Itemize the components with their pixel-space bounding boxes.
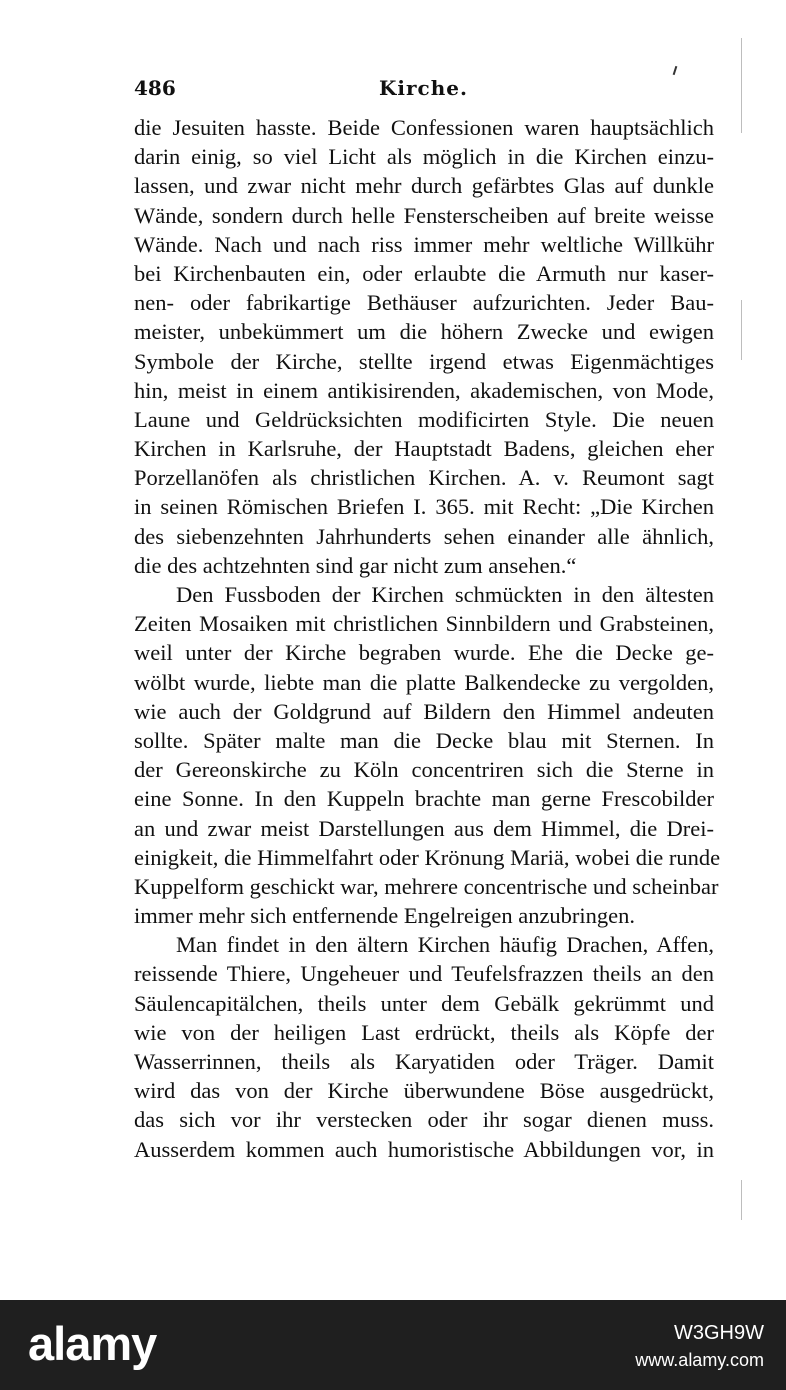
text-line: Porzellanöfen als christlichen Kirchen. A. v. Reumont sagt [134,465,714,491]
text-line: immer mehr sich entfernende Engelreigen anzubringen. [134,903,636,929]
text-line: Den Fussboden der Kirchen schmückten in den ältesten [176,582,714,607]
paragraph-2 [134,580,721,930]
header-title: Kirche. [379,76,468,100]
text-line: in seinen Römischen Briefen I. 365. mit Recht: „Die Kirchen [134,494,714,520]
scan-edge-line [741,38,742,133]
text-line: wie auch der Goldgrund auf Bildern den Himmel andeuten [134,698,714,724]
text-line: Man findet in den ältern Kirchen häufig Drachen, Affen, [176,932,714,958]
text-line: an und zwar meist Darstellungen aus dem Himmel, die Drei- [134,815,714,841]
scan-edge-line [741,1180,742,1220]
text-line: Wände. Nach und nach riss immer mehr weltliche Willkühr [134,231,714,257]
text-line: die Jesuiten hasste. Beide Confessionen waren hauptsächlich [134,115,714,140]
text-line: nen- oder fabrikartige Bethäuser aufzurichten. Jeder Bau- [134,290,714,316]
text-line: Wasserrinnen, theils als Karyatiden oder Träger. Damit [134,1049,714,1074]
page-number: 486 [134,76,176,100]
text-line: Ausserdem kommen auch humoristische Abbildungen vor, in [134,1136,714,1162]
text-line: weil unter der Kirche begraben wurde. Ehe die Decke ge- [134,640,714,666]
text-line: hin, meist in einem antikisirenden, akademischen, von Mode, [134,377,714,403]
text-line: Kuppelform geschickt war, mehrere concentrische und scheinbar [134,873,719,899]
text-line: Säulencapitälchen, theils unter dem Gebälk gekrümmt und [134,990,714,1016]
paragraph-1 [134,113,714,580]
text-line: des siebenzehnten Jahrhunderts sehen einander alle ähnlich, [134,523,714,549]
text-line: wird das von der Kirche überwundene Böse ausgedrückt, [134,1078,714,1104]
text-line: Kirchen in Karlsruhe, der Hauptstadt Badens, gleichen eher [134,436,714,462]
text-line: eine Sonne. In den Kuppeln brachte man gerne Frescobilder [134,786,714,812]
text-line: lassen, und zwar nicht mehr durch gefärbtes Glas auf dunkle [134,173,714,199]
text-line: Laune und Geldrücksichten modificirten Style. Die neuen [134,406,714,432]
text-line: das sich vor ihr verstecken oder ihr sogar dienen muss. [134,1107,714,1133]
watermark-footer [0,1300,786,1390]
text-line: Zeiten Mosaiken mit christlichen Sinnbildern und Grabsteinen, [134,611,714,637]
text-line: wölbt wurde, liebte man die platte Balkendecke zu vergolden, [134,669,714,695]
text-line: wie von der heiligen Last erdrückt, theils als Köpfe der [134,1019,714,1045]
body-text [134,113,721,1164]
scan-mark [673,66,678,75]
text-line: sollte. Später malte man die Decke blau mit Sternen. In [134,727,714,753]
text-line: der Gereonskirche zu Köln concentriren sich die Sterne in [134,757,714,783]
text-line: die des achtzehnten sind gar nicht zum ansehen.“ [134,552,577,578]
text-line: bei Kirchenbauten ein, oder erlaubte die Armuth nur kaser- [134,260,714,286]
text-line: Wände, sondern durch helle Fensterscheiben auf breite weisse [134,202,714,228]
text-line: einigkeit, die Himmelfahrt oder Krönung Mariä, wobei die runde [134,844,721,870]
alamy-logo: alamy [28,1317,157,1370]
text-line: Symbole der Kirche, stellte irgend etwas Eigenmächtiges [134,348,714,374]
text-line: reissende Thiere, Ungeheuer und Teufelsfrazzen theils an den [134,961,714,987]
scan-edge-line [741,300,742,360]
image-id: W3GH9W [674,1322,764,1344]
running-head [134,76,714,106]
text-line: meister, unbekümmert um die höhern Zwecke und ewigen [134,319,714,345]
watermark-url: www.alamy.com [635,1350,764,1370]
text-line: darin einig, so viel Licht als möglich in die Kirchen einzu- [134,144,714,170]
paragraph-3 [134,930,714,1164]
